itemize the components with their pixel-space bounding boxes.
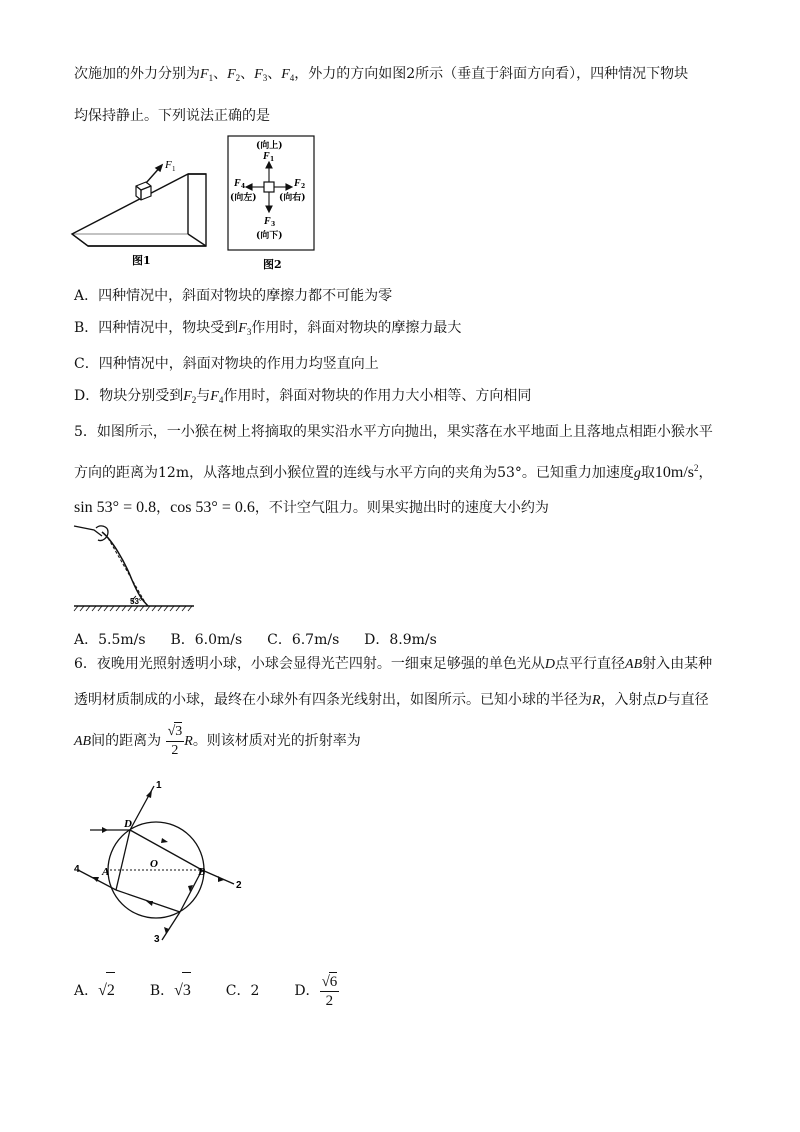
q4-text: 次施加的外力分别为 xyxy=(74,66,200,82)
fig2-right-label: (向右) xyxy=(279,193,306,203)
distance-fraction: $\frac{√3}{2}$ xyxy=(167,724,183,758)
q5-stem-line1: 5．如图所示，一小猴在树上将摘取的果实沿水平方向抛出，果实落在水平地面上且落地点相距小猴水平 xyxy=(74,424,713,440)
q6-option-b: B．√3 xyxy=(150,983,191,999)
figure-1-incline xyxy=(70,138,216,268)
point-d: D xyxy=(544,657,556,672)
q4-option-b xyxy=(74,318,461,342)
force-f3-sub: 3 xyxy=(262,73,268,83)
separator: 、 xyxy=(240,66,255,82)
fraction-numerator: 3 xyxy=(175,724,183,739)
force-f4-sub: 4 xyxy=(289,73,295,83)
q6-text: ，入射点 xyxy=(600,692,657,708)
option-b-force-sub: 3 xyxy=(246,327,252,337)
fraction-denominator: 2 xyxy=(171,743,179,758)
figure-2-forces xyxy=(226,134,316,272)
label-b: B xyxy=(198,866,206,878)
fig2-f1-sub: 1 xyxy=(270,156,275,163)
q6-text: 。则该材质对光的折射率为 xyxy=(192,733,361,749)
q5-option-b: B．6.0m/s xyxy=(170,632,243,648)
q6-option-a-value: 2 xyxy=(106,972,115,1009)
q4-option-a: A．四种情况中，斜面对物块的摩擦力都不可能为零 xyxy=(74,288,393,304)
q4-stem-line2: 均保持静止。下列说法正确的是 xyxy=(74,108,270,124)
q5-figure-monkey xyxy=(72,520,196,612)
ray-4-label: 4 xyxy=(74,864,80,875)
q5-text: 方向的距离为12m，从落地点到小猴位置的连线与水平方向的夹角为53°。已知重力加速度 xyxy=(74,465,634,481)
q6-option-b-value: 3 xyxy=(182,972,191,1009)
q6-text: 6．夜晚用光照射透明小球，小球会显得光芒四射。一细束足够强的单色光从 xyxy=(74,656,545,672)
q5-text: ， xyxy=(698,465,713,481)
q5-option-a: A．5.5m/s xyxy=(74,632,146,648)
ray-2-label: 2 xyxy=(236,880,242,891)
q6-text: 透明材质制成的小球，最终在小球外有四条光线射出，如图所示。已知小球的半径为 xyxy=(74,692,592,708)
fig2-f1: F xyxy=(263,151,270,162)
q6-text: 间的距离为 xyxy=(91,733,162,749)
q6-option-d-letter: D． xyxy=(294,983,320,999)
angle-label: 53° xyxy=(130,597,143,606)
q6-text: 射入由某种 xyxy=(642,656,713,672)
force-f2-sub: 2 xyxy=(235,73,241,83)
option-d-force-2-sub: 4 xyxy=(218,395,224,405)
q6-option-b-letter: B． xyxy=(149,983,175,999)
label-d: D xyxy=(124,818,132,830)
q4-option-d-text: 作用时，斜面对物块的作用力大小相等、方向相同 xyxy=(223,388,532,404)
q4-option-c: C．四种情况中，斜面对物块的作用力均竖直向上 xyxy=(74,356,379,372)
fig1-force-label: F xyxy=(165,159,172,171)
q6-option-a-letter: A． xyxy=(74,983,99,999)
fig2-f4: F xyxy=(234,178,241,189)
fig2-f2: F xyxy=(294,178,301,189)
q4-text: ，外力的方向如图2所示（垂直于斜面方向看），四种情况下物块 xyxy=(294,66,689,82)
diameter-ab: AB xyxy=(625,657,643,672)
figure-1-caption: 图1 xyxy=(132,254,151,267)
force-f3: F xyxy=(254,67,263,82)
q6-option-a: A．√2 xyxy=(74,983,115,999)
q6-stem-line1 xyxy=(74,654,712,675)
fig2-left-label: (向左) xyxy=(230,193,257,203)
diameter-ab: AB xyxy=(74,734,92,749)
q5-text: 取 xyxy=(640,465,655,481)
label-o: O xyxy=(150,858,158,870)
q6-option-d: D． $\frac{√6}{2}$ xyxy=(294,974,338,1009)
gravity-value: 10m/s xyxy=(654,464,695,481)
radius-r: R xyxy=(184,734,193,749)
fig2-up-label: (向上) xyxy=(256,141,283,151)
q4-option-d-text: D．物块分别受到 xyxy=(74,388,184,404)
fig2-f3: F xyxy=(264,216,271,227)
option-d-force-1: F xyxy=(183,389,192,404)
q6-stem-line2 xyxy=(74,690,709,711)
q5-option-d: D．8.9m/s xyxy=(364,632,437,648)
label-a: A xyxy=(102,866,110,878)
figure-2-caption: 图2 xyxy=(263,258,282,271)
q6-stem-line3 xyxy=(74,722,361,760)
option-b-force: F xyxy=(238,321,247,336)
sin-value: sin 53° = 0.8 xyxy=(74,499,157,516)
option-d-force-1-sub: 2 xyxy=(191,395,197,405)
q6-option-c: C．2 xyxy=(225,983,260,999)
fig2-down-label: (向下) xyxy=(256,231,283,241)
fig1-force-sub: 1 xyxy=(172,165,176,173)
q6-text: 点平行直径 xyxy=(555,656,626,672)
q5-stem-line3 xyxy=(74,498,549,518)
q5-stem-line2 xyxy=(74,458,713,484)
option-d-force-2: F xyxy=(210,389,219,404)
q6-option-d-numerator: 6 xyxy=(329,974,338,990)
q5-option-c: C．6.7m/s xyxy=(267,632,340,648)
point-d: D xyxy=(656,693,667,708)
q4-option-b-text: B．四种情况中，物块受到 xyxy=(74,320,239,336)
ray-3-label: 3 xyxy=(154,934,160,944)
fig2-f4-sub: 4 xyxy=(241,183,246,190)
gravity-exponent: 2 xyxy=(694,463,699,473)
q6-option-d-denominator: 2 xyxy=(325,993,334,1009)
q4-option-d-text: 与 xyxy=(196,388,211,404)
q4-option-d xyxy=(74,386,531,410)
q5-text: ， xyxy=(156,500,171,516)
q6-text: 与直径 xyxy=(666,692,709,708)
q4-stem-line1 xyxy=(74,64,688,88)
force-f1-sub: 1 xyxy=(208,73,214,83)
ray-1-label: 1 xyxy=(156,780,162,791)
separator: 、 xyxy=(213,66,228,82)
fig2-f3-sub: 3 xyxy=(271,221,276,228)
radius-r: R xyxy=(592,693,601,708)
q4-option-b-text: 作用时，斜面对物块的摩擦力最大 xyxy=(251,320,462,336)
force-f2: F xyxy=(227,67,236,82)
q6-sphere-diagram xyxy=(72,780,250,944)
fig2-f2-sub: 2 xyxy=(301,183,306,190)
force-f4: F xyxy=(281,67,290,82)
gravity-symbol: g xyxy=(633,466,641,481)
q6-options xyxy=(74,972,339,1010)
force-f1: F xyxy=(200,67,209,82)
separator: 、 xyxy=(267,66,282,82)
cos-value: cos 53° = 0.6 xyxy=(170,499,255,516)
q5-text: ，不计空气阻力。则果实抛出时的速度大小约为 xyxy=(254,500,549,516)
q5-options xyxy=(74,630,437,650)
